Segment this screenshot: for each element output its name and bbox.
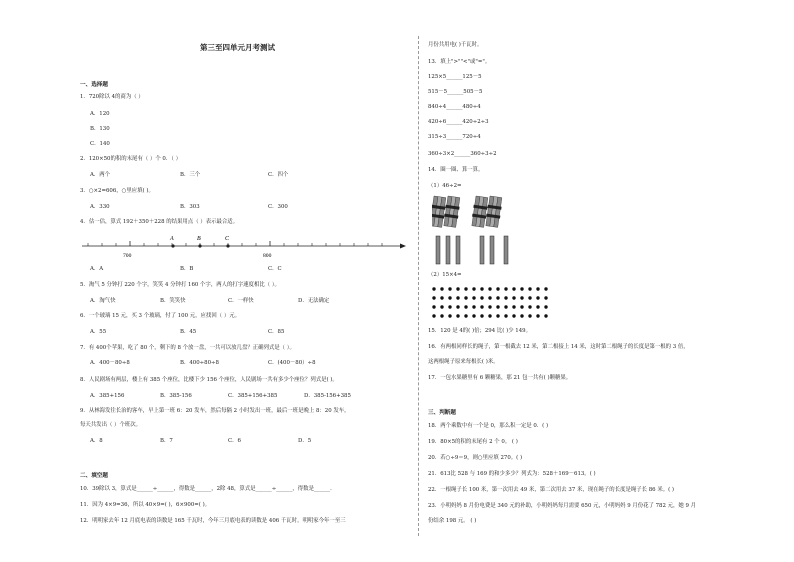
column-divider — [418, 36, 419, 536]
q5-option-a: A．淘气快 — [90, 298, 116, 304]
q3-option-b: B．303 — [180, 204, 200, 210]
q4-option-a: A．A — [90, 266, 104, 272]
question-5: 5．淘气 5 分钟打 220 个字，笑笑 4 分钟打 160 个字，两人的打字速度相比（ ）。 — [80, 282, 280, 288]
dot — [536, 314, 539, 317]
question-14: 14．圈一圈、算一算。 — [428, 167, 484, 173]
q9-option-b: B．7 — [160, 438, 173, 444]
dot — [504, 296, 507, 299]
question-23-line1: 23．小明妈妈 8 月份电费是 340 元的补助，小明妈妈每月需要 650 元，小明妈妈 9 月份花了 782 元，她 9 月 — [428, 503, 697, 509]
dot — [528, 287, 531, 290]
compare-item-4: 420÷6______420÷2÷3 — [428, 119, 489, 125]
q3-option-a: A．330 — [90, 204, 110, 210]
question-12: 12．明明家去年 12 月底电表的读数是 165 千瓦时，今年三月底电表的读数是 406 千瓦时。明明家今年一至三 — [80, 518, 346, 524]
dot — [448, 287, 451, 290]
question-21: 21．613比 528 与 169 的和少多少？列式为：528＋169－613。( ) — [428, 471, 596, 477]
q7-option-b: B．400÷80÷8 — [180, 360, 219, 366]
dot — [432, 287, 435, 290]
q3-option-c: C．300 — [268, 204, 288, 210]
question-8: 8．人民剧场有两层，楼上有 385 个座位，比楼下少 156 个座位，人民剧场一共有多少个座位？列式是( )。 — [80, 377, 338, 383]
q2-option-b: B．三个 — [180, 172, 201, 178]
question-12-continued: 月份共用电( )千瓦时。 — [428, 42, 483, 48]
dot — [464, 314, 467, 317]
q2-option-a: A．两个 — [90, 172, 111, 178]
dot — [456, 305, 459, 308]
dot — [472, 296, 475, 299]
compare-item-1: 125×5______125－5 — [428, 74, 482, 80]
dot — [448, 296, 451, 299]
question-2: 2．120×50的积的末尾有（ ）个 0．（ ） — [80, 156, 182, 162]
point-a-label: A — [170, 236, 174, 242]
dot — [472, 314, 475, 317]
question-22: 22．一根绳子长 100 米，第一次用去 49 米，第二次用去 37 米，现在绳子的长度是绳子长 86 米。( ) — [428, 487, 675, 493]
single-stick-3 — [456, 236, 460, 264]
dot — [488, 296, 491, 299]
q5-option-d: D．无法确定 — [298, 298, 330, 304]
dot — [456, 296, 459, 299]
question-18: 18．两个乘数中有一个是 0，那么积一定是 0．( ) — [428, 423, 549, 429]
dot — [512, 296, 515, 299]
compare-item-3: 840÷4______480÷4 — [428, 104, 481, 110]
dot — [472, 287, 475, 290]
dot — [544, 287, 547, 290]
question-11: 11．因为 4×9=36，所以 40×9=( )，6×900=( )。 — [80, 502, 211, 508]
dot — [544, 296, 547, 299]
dot — [536, 305, 539, 308]
compare-item-2: 515－5______505－5 — [428, 89, 483, 95]
q9-option-d: D．5 — [298, 438, 312, 444]
section-fill-heading: 二、填空题 — [80, 473, 108, 479]
dot — [456, 314, 459, 317]
dot — [520, 314, 523, 317]
question-9-line2: 每天共发出（ ）个班次。 — [80, 422, 142, 428]
q7-option-c: C．(400－80）÷8 — [268, 360, 316, 366]
dot — [496, 287, 499, 290]
dot — [520, 296, 523, 299]
dot — [528, 314, 531, 317]
question-23-line2: 份结余 198 元。 ( ) — [428, 518, 477, 524]
q5-option-b: B．笑笑快 — [160, 298, 186, 304]
dot — [440, 296, 443, 299]
dot — [464, 296, 467, 299]
q4-option-c: C．C — [268, 266, 282, 272]
dot — [536, 287, 539, 290]
q8-option-c: C．385+156+385 — [228, 393, 278, 399]
point-b-label: B — [197, 236, 201, 242]
dot — [480, 314, 483, 317]
question-10: 10．39除以 3，算式是______÷______，得数是______，2除 48，算式是______÷______，得数是______． — [80, 486, 336, 492]
q6-option-a: A．55 — [90, 329, 107, 335]
question-13: 13．填上">""<"或"="。 — [428, 59, 491, 65]
dot — [520, 305, 523, 308]
compare-item-5: 315÷3______720÷4 — [428, 134, 481, 140]
question-6: 6．一个玻璃 15 元，买 3 个玻璃，付了 100 元，应找回（ ）元。 — [80, 313, 240, 319]
q2-option-c: C．四个 — [268, 172, 289, 178]
q8-option-a: A．385+156 — [90, 393, 125, 399]
dot — [544, 314, 547, 317]
question-20: 20．若○÷9＝9，则○里应填 270。( ) — [428, 455, 523, 461]
question-4: 4．估一估，算式 192＋350＋228 的结果用点（ ）表示最合适。 — [80, 219, 239, 225]
question-16-line1: 16．有两根同样长的绳子，第一根截去 12 米，第二根接上 14 米，这时第二根绳子的长度是第一根的 3 倍， — [428, 344, 689, 350]
q1-option-b: B．130 — [90, 126, 110, 132]
dot — [432, 296, 435, 299]
single-stick-5 — [490, 236, 494, 264]
q8-option-d: D．385-156+385 — [304, 393, 351, 399]
question-16-line2: 这两根绳子原来每根长( )米。 — [428, 359, 499, 365]
dot — [440, 305, 443, 308]
dot — [488, 314, 491, 317]
q8-option-b: B．385-156 — [160, 393, 192, 399]
dot — [448, 305, 451, 308]
q9-option-a: A．8 — [90, 438, 103, 444]
dot — [496, 296, 499, 299]
dot — [464, 287, 467, 290]
section-choice-heading: 一、选择题 — [80, 82, 108, 88]
q7-option-a: A．400－80÷8 — [90, 360, 130, 366]
number-line-arrow — [400, 244, 406, 249]
dot — [504, 305, 507, 308]
dot — [432, 305, 435, 308]
question-7: 7．有 400个苹果，吃了 80 个，剩下的 8 个放一盘，一共可以放几盘？正确列式是（ ）。 — [80, 345, 295, 351]
dot — [472, 305, 475, 308]
dot — [480, 287, 483, 290]
question-14-part2: （2）15×4= — [428, 272, 462, 278]
question-15: 15．120 是 4的( )倍；294 比( )少 149。 — [428, 328, 531, 334]
question-19: 19．80×5的积的末尾有 2 个 0。 ( ) — [428, 439, 518, 445]
question-1: 1．720除以 4的商为（ ） — [80, 94, 144, 100]
sticks-illustration — [432, 192, 522, 268]
dot — [536, 296, 539, 299]
number-line-ticks — [88, 241, 382, 246]
question-9-line1: 9．从林海发往长治的客车，早上第一班 6：20 发车，然后每隔 2 小时发出一班，最后一班是晚上 8：20 发车， — [80, 408, 350, 414]
dot — [512, 314, 515, 317]
dot — [504, 314, 507, 317]
single-stick-1 — [436, 236, 440, 264]
dot — [432, 314, 435, 317]
dot — [528, 296, 531, 299]
question-17: 17．一包水果糖里有 6 颗糖果，那 21 包一共有( )颗糖果。 — [428, 375, 572, 381]
q6-option-b: B．45 — [180, 329, 197, 335]
single-stick-2 — [446, 236, 450, 264]
q6-option-c: C．85 — [268, 329, 285, 335]
point-a-dot — [171, 244, 174, 247]
dot — [528, 305, 531, 308]
dot — [520, 287, 523, 290]
q1-option-a: A．120 — [90, 111, 110, 117]
compare-item-6: 360÷3×2______360÷3÷2 — [428, 151, 497, 157]
tick-label-800: 800 — [263, 253, 272, 259]
section-judge-heading: 三、判断题 — [428, 410, 456, 416]
q9-option-c: C．6 — [228, 438, 241, 444]
question-3: 3．○×2=606，○里应填( )。 — [80, 188, 154, 194]
dot — [544, 305, 547, 308]
dot-array — [430, 284, 554, 324]
point-b-dot — [198, 244, 201, 247]
tick-label-700: 700 — [123, 253, 132, 259]
dot — [464, 305, 467, 308]
page-title: 第三至四单元月考测试 — [200, 43, 275, 52]
dot — [480, 305, 483, 308]
point-c-label: C — [225, 236, 230, 242]
q4-option-b: B．B — [180, 266, 194, 272]
dot — [488, 305, 491, 308]
q1-option-c: C．140 — [90, 141, 110, 147]
single-stick-6 — [504, 236, 508, 264]
dot — [488, 287, 491, 290]
q5-option-c: C．一样快 — [228, 298, 254, 304]
dot — [496, 314, 499, 317]
single-stick-4 — [480, 236, 484, 264]
dot — [496, 305, 499, 308]
dot — [480, 296, 483, 299]
point-c-dot — [226, 244, 229, 247]
dot — [448, 314, 451, 317]
dot — [512, 305, 515, 308]
dot — [440, 314, 443, 317]
dot — [504, 287, 507, 290]
dot — [456, 287, 459, 290]
dot — [512, 287, 515, 290]
number-line — [78, 230, 408, 264]
question-14-part1: （1）46÷2= — [428, 183, 462, 189]
dot — [440, 287, 443, 290]
